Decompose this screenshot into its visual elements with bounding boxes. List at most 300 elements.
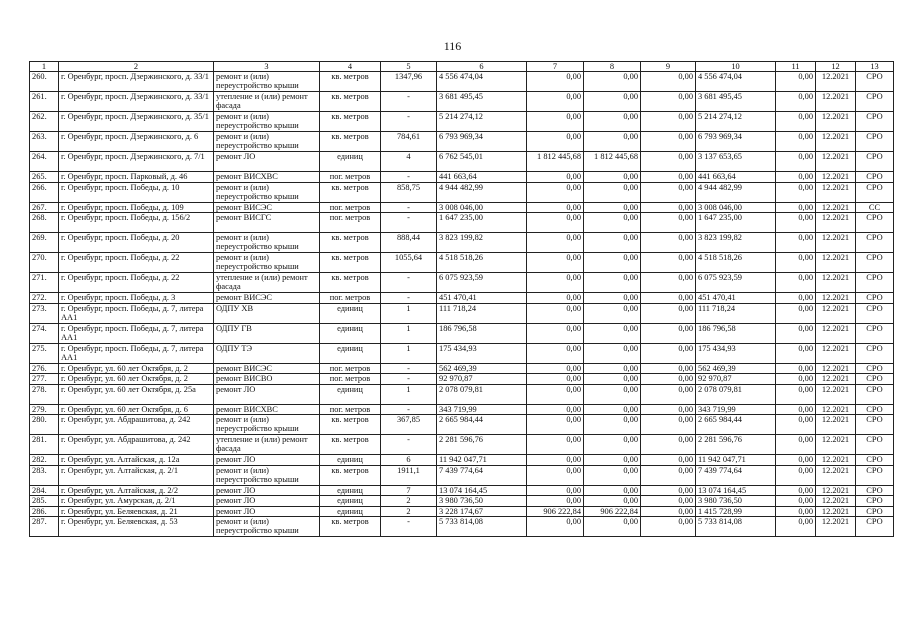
fund-cost-cell: 0,00	[527, 172, 584, 183]
owner-funds-cell: 11 942 047,71	[696, 455, 776, 466]
owner-funds-cell: 6 793 969,34	[696, 132, 776, 152]
column-header: 13	[856, 62, 894, 72]
work-type-cell: ремонт ВИСЭС	[214, 293, 320, 304]
work-type-cell: ремонт ВИСЭС	[214, 202, 320, 213]
completion-date-cell: 12.2021	[816, 404, 856, 415]
work-type-cell: ремонт ЛО	[214, 485, 320, 496]
completion-date-cell: 12.2021	[816, 233, 856, 253]
unit-cell: пог. метров	[320, 213, 381, 233]
owner-funds-cell: 562 469,39	[696, 363, 776, 374]
budget-cost-cell: 906 222,84	[584, 506, 641, 517]
unit-cell: единиц	[320, 496, 381, 507]
owner-funds-cell: 3 980 736,50	[696, 496, 776, 507]
total-cost-cell: 441 663,64	[437, 172, 527, 183]
total-cost-cell: 186 796,58	[437, 323, 527, 343]
completion-date-cell: 12.2021	[816, 323, 856, 343]
other-funds-cell: 0,00	[776, 496, 816, 507]
budget-cost-cell: 0,00	[584, 303, 641, 323]
other-funds-cell: 0,00	[776, 152, 816, 172]
work-type-cell: ремонт ВИСХВС	[214, 404, 320, 415]
other-funds-cell: 0,00	[776, 132, 816, 152]
unit-cell: единиц	[320, 323, 381, 343]
row-number-cell: 263.	[30, 132, 59, 152]
row-number-cell: 265.	[30, 172, 59, 183]
address-cell: г. Оренбург, ул. 60 лет Октября, д. 2	[59, 363, 214, 374]
work-type-cell: ремонт и (или) переустройство крыши	[214, 517, 320, 537]
budget-cost-cell: 0,00	[584, 273, 641, 293]
budget-cost-cell: 0,00	[584, 132, 641, 152]
local-budget-cell: 0,00	[641, 132, 696, 152]
row-number-cell: 280.	[30, 415, 59, 435]
owner-funds-cell: 3 137 653,65	[696, 152, 776, 172]
other-funds-cell: 0,00	[776, 293, 816, 304]
completion-date-cell: 12.2021	[816, 152, 856, 172]
unit-cell: кв. метров	[320, 233, 381, 253]
total-cost-cell: 3 681 495,45	[437, 92, 527, 112]
owner-funds-cell: 2 281 596,76	[696, 435, 776, 455]
total-cost-cell: 5 214 274,12	[437, 112, 527, 132]
completion-date-cell: 12.2021	[816, 132, 856, 152]
column-header: 3	[214, 62, 320, 72]
unit-cell: единиц	[320, 455, 381, 466]
unit-cell: кв. метров	[320, 92, 381, 112]
column-header: 8	[584, 62, 641, 72]
quantity-cell: 1	[381, 303, 437, 323]
work-type-cell: ремонт ВИСХВС	[214, 172, 320, 183]
total-cost-cell: 562 469,39	[437, 363, 527, 374]
local-budget-cell: 0,00	[641, 415, 696, 435]
other-funds-cell: 0,00	[776, 374, 816, 385]
local-budget-cell: 0,00	[641, 485, 696, 496]
work-type-cell: ОДПУ ТЭ	[214, 343, 320, 363]
column-header: 2	[59, 62, 214, 72]
fund-cost-cell: 0,00	[527, 485, 584, 496]
total-cost-cell: 451 470,41	[437, 293, 527, 304]
other-funds-cell: 0,00	[776, 517, 816, 537]
address-cell: г. Оренбург, просп. Дзержинского, д. 33/1	[59, 72, 214, 92]
table-row	[30, 72, 894, 92]
budget-cost-cell: 0,00	[584, 112, 641, 132]
completion-date-cell: 12.2021	[816, 303, 856, 323]
work-type-cell: утепление и (или) ремонт фасада	[214, 273, 320, 293]
column-header: 1	[30, 62, 59, 72]
fund-method-cell: СС	[856, 202, 894, 213]
fund-cost-cell: 0,00	[527, 435, 584, 455]
completion-date-cell: 12.2021	[816, 435, 856, 455]
work-type-cell: ремонт ВИСЭС	[214, 363, 320, 374]
quantity-cell: 2	[381, 496, 437, 507]
total-cost-cell: 175 434,93	[437, 343, 527, 363]
total-cost-cell: 4 556 474,04	[437, 72, 527, 92]
unit-cell: единиц	[320, 303, 381, 323]
row-number-cell: 273.	[30, 303, 59, 323]
budget-cost-cell: 0,00	[584, 455, 641, 466]
fund-cost-cell: 0,00	[527, 253, 584, 273]
budget-cost-cell: 0,00	[584, 363, 641, 374]
unit-cell: пог. метров	[320, 172, 381, 183]
work-type-cell: ОДПУ ГВ	[214, 323, 320, 343]
other-funds-cell: 0,00	[776, 213, 816, 233]
address-cell: г. Оренбург, просп. Дзержинского, д. 7/1	[59, 152, 214, 172]
fund-cost-cell: 0,00	[527, 112, 584, 132]
local-budget-cell: 0,00	[641, 253, 696, 273]
unit-cell: пог. метров	[320, 363, 381, 374]
address-cell: г. Оренбург, ул. 60 лет Октября, д. 6	[59, 404, 214, 415]
total-cost-cell: 343 719,99	[437, 404, 527, 415]
budget-cost-cell: 0,00	[584, 172, 641, 183]
total-cost-cell: 111 718,24	[437, 303, 527, 323]
page-number: 116	[443, 39, 462, 53]
quantity-cell: 367,85	[381, 415, 437, 435]
total-cost-cell: 5 733 814,08	[437, 517, 527, 537]
table-row	[30, 506, 894, 517]
unit-cell: пог. метров	[320, 202, 381, 213]
local-budget-cell: 0,00	[641, 404, 696, 415]
budget-cost-cell: 0,00	[584, 213, 641, 233]
fund-method-cell: СРО	[856, 303, 894, 323]
table-row	[30, 496, 894, 507]
table-row	[30, 485, 894, 496]
unit-cell: пог. метров	[320, 293, 381, 304]
fund-method-cell: СРО	[856, 506, 894, 517]
fund-method-cell: СРО	[856, 293, 894, 304]
address-cell: г. Оренбург, просп. Победы, д. 7, литера АА1	[59, 303, 214, 323]
quantity-cell: -	[381, 435, 437, 455]
owner-funds-cell: 4 556 474,04	[696, 72, 776, 92]
local-budget-cell: 0,00	[641, 233, 696, 253]
quantity-cell: 7	[381, 485, 437, 496]
column-header: 5	[381, 62, 437, 72]
column-header: 12	[816, 62, 856, 72]
quantity-cell: -	[381, 374, 437, 385]
owner-funds-cell: 5 214 274,12	[696, 112, 776, 132]
owner-funds-cell: 92 970,87	[696, 374, 776, 385]
unit-cell: кв. метров	[320, 517, 381, 537]
fund-method-cell: СРО	[856, 384, 894, 404]
table-row	[30, 202, 894, 213]
other-funds-cell: 0,00	[776, 455, 816, 466]
completion-date-cell: 12.2021	[816, 172, 856, 183]
total-cost-cell: 3 823 199,82	[437, 233, 527, 253]
work-type-cell: ремонт и (или) переустройство крыши	[214, 465, 320, 485]
budget-cost-cell: 0,00	[584, 415, 641, 435]
total-cost-cell: 11 942 047,71	[437, 455, 527, 466]
column-header: 7	[527, 62, 584, 72]
fund-method-cell: СРО	[856, 517, 894, 537]
owner-funds-cell: 3 823 199,82	[696, 233, 776, 253]
table-row	[30, 132, 894, 152]
quantity-cell: -	[381, 273, 437, 293]
owner-funds-cell: 2 078 079,81	[696, 384, 776, 404]
row-number-cell: 282.	[30, 455, 59, 466]
table-row	[30, 213, 894, 233]
total-cost-cell: 2 078 079,81	[437, 384, 527, 404]
budget-cost-cell: 0,00	[584, 323, 641, 343]
budget-cost-cell: 0,00	[584, 496, 641, 507]
fund-method-cell: СРО	[856, 172, 894, 183]
unit-cell: пог. метров	[320, 374, 381, 385]
other-funds-cell: 0,00	[776, 404, 816, 415]
row-number-cell: 264.	[30, 152, 59, 172]
owner-funds-cell: 1 647 235,00	[696, 213, 776, 233]
table-row	[30, 182, 894, 202]
fund-cost-cell: 0,00	[527, 273, 584, 293]
local-budget-cell: 0,00	[641, 293, 696, 304]
fund-method-cell: СРО	[856, 213, 894, 233]
other-funds-cell: 0,00	[776, 253, 816, 273]
fund-cost-cell: 0,00	[527, 132, 584, 152]
completion-date-cell: 12.2021	[816, 343, 856, 363]
fund-method-cell: СРО	[856, 92, 894, 112]
column-header: 10	[696, 62, 776, 72]
row-number-cell: 281.	[30, 435, 59, 455]
other-funds-cell: 0,00	[776, 465, 816, 485]
completion-date-cell: 12.2021	[816, 485, 856, 496]
capital-repair-table	[29, 61, 894, 537]
fund-cost-cell: 0,00	[527, 384, 584, 404]
fund-cost-cell: 0,00	[527, 182, 584, 202]
other-funds-cell: 0,00	[776, 343, 816, 363]
completion-date-cell: 12.2021	[816, 293, 856, 304]
completion-date-cell: 12.2021	[816, 363, 856, 374]
owner-funds-cell: 111 718,24	[696, 303, 776, 323]
local-budget-cell: 0,00	[641, 273, 696, 293]
fund-method-cell: СРО	[856, 343, 894, 363]
fund-cost-cell: 1 812 445,68	[527, 152, 584, 172]
unit-cell: единиц	[320, 485, 381, 496]
row-number-cell: 277.	[30, 374, 59, 385]
row-number-cell: 272.	[30, 293, 59, 304]
unit-cell: кв. метров	[320, 182, 381, 202]
row-number-cell: 260.	[30, 72, 59, 92]
other-funds-cell: 0,00	[776, 72, 816, 92]
address-cell: г. Оренбург, просп. Дзержинского, д. 35/1	[59, 112, 214, 132]
quantity-cell: -	[381, 172, 437, 183]
quantity-cell: 1	[381, 323, 437, 343]
completion-date-cell: 12.2021	[816, 374, 856, 385]
unit-cell: кв. метров	[320, 465, 381, 485]
table-row	[30, 435, 894, 455]
fund-method-cell: СРО	[856, 273, 894, 293]
local-budget-cell: 0,00	[641, 112, 696, 132]
work-type-cell: утепление и (или) ремонт фасада	[214, 92, 320, 112]
fund-method-cell: СРО	[856, 455, 894, 466]
table-row	[30, 152, 894, 172]
row-number-cell: 266.	[30, 182, 59, 202]
fund-method-cell: СРО	[856, 112, 894, 132]
total-cost-cell: 3 228 174,67	[437, 506, 527, 517]
address-cell: г. Оренбург, просп. Победы, д. 20	[59, 233, 214, 253]
fund-cost-cell: 0,00	[527, 233, 584, 253]
other-funds-cell: 0,00	[776, 233, 816, 253]
fund-method-cell: СРО	[856, 72, 894, 92]
quantity-cell: 888,44	[381, 233, 437, 253]
total-cost-cell: 13 074 164,45	[437, 485, 527, 496]
total-cost-cell: 2 281 596,76	[437, 435, 527, 455]
other-funds-cell: 0,00	[776, 303, 816, 323]
fund-method-cell: СРО	[856, 132, 894, 152]
total-cost-cell: 6 793 969,34	[437, 132, 527, 152]
work-type-cell: ремонт ЛО	[214, 506, 320, 517]
completion-date-cell: 12.2021	[816, 202, 856, 213]
fund-method-cell: СРО	[856, 435, 894, 455]
local-budget-cell: 0,00	[641, 152, 696, 172]
completion-date-cell: 12.2021	[816, 517, 856, 537]
owner-funds-cell: 451 470,41	[696, 293, 776, 304]
total-cost-cell: 1 647 235,00	[437, 213, 527, 233]
unit-cell: кв. метров	[320, 435, 381, 455]
address-cell: г. Оренбург, ул. Беляевская, д. 53	[59, 517, 214, 537]
work-type-cell: ремонт и (или) переустройство крыши	[214, 233, 320, 253]
budget-cost-cell: 0,00	[584, 72, 641, 92]
owner-funds-cell: 186 796,58	[696, 323, 776, 343]
address-cell: г. Оренбург, просп. Дзержинского, д. 33/1	[59, 92, 214, 112]
quantity-cell: 1	[381, 343, 437, 363]
fund-method-cell: СРО	[856, 152, 894, 172]
unit-cell: единиц	[320, 152, 381, 172]
owner-funds-cell: 1 415 728,99	[696, 506, 776, 517]
work-type-cell: ремонт ВИСВО	[214, 374, 320, 385]
table-row	[30, 343, 894, 363]
unit-cell: пог. метров	[320, 404, 381, 415]
owner-funds-cell: 4 944 482,99	[696, 182, 776, 202]
work-type-cell: ремонт и (или) переустройство крыши	[214, 72, 320, 92]
quantity-cell: 858,75	[381, 182, 437, 202]
total-cost-cell: 3 008 046,00	[437, 202, 527, 213]
local-budget-cell: 0,00	[641, 303, 696, 323]
owner-funds-cell: 441 663,64	[696, 172, 776, 183]
address-cell: г. Оренбург, ул. Абдрашитова, д. 242	[59, 415, 214, 435]
fund-cost-cell: 0,00	[527, 496, 584, 507]
total-cost-cell: 3 980 736,50	[437, 496, 527, 507]
column-header: 6	[437, 62, 527, 72]
fund-cost-cell: 0,00	[527, 92, 584, 112]
table-row	[30, 233, 894, 253]
work-type-cell: ремонт ЛО	[214, 384, 320, 404]
total-cost-cell: 7 439 774,64	[437, 465, 527, 485]
other-funds-cell: 0,00	[776, 363, 816, 374]
owner-funds-cell: 7 439 774,64	[696, 465, 776, 485]
other-funds-cell: 0,00	[776, 415, 816, 435]
fund-method-cell: СРО	[856, 415, 894, 435]
row-number-cell: 271.	[30, 273, 59, 293]
row-number-cell: 284.	[30, 485, 59, 496]
table-row	[30, 455, 894, 466]
local-budget-cell: 0,00	[641, 517, 696, 537]
local-budget-cell: 0,00	[641, 72, 696, 92]
work-type-cell: ремонт ВИСГС	[214, 213, 320, 233]
completion-date-cell: 12.2021	[816, 213, 856, 233]
quantity-cell: 4	[381, 152, 437, 172]
other-funds-cell: 0,00	[776, 435, 816, 455]
table-row	[30, 92, 894, 112]
local-budget-cell: 0,00	[641, 213, 696, 233]
row-number-cell: 283.	[30, 465, 59, 485]
budget-cost-cell: 0,00	[584, 384, 641, 404]
fund-cost-cell: 0,00	[527, 465, 584, 485]
fund-cost-cell: 0,00	[527, 213, 584, 233]
quantity-cell: -	[381, 92, 437, 112]
unit-cell: кв. метров	[320, 273, 381, 293]
total-cost-cell: 6 762 545,01	[437, 152, 527, 172]
quantity-cell: -	[381, 293, 437, 304]
work-type-cell: ОДПУ ХВ	[214, 303, 320, 323]
work-type-cell: ремонт ЛО	[214, 152, 320, 172]
owner-funds-cell: 343 719,99	[696, 404, 776, 415]
row-number-cell: 276.	[30, 363, 59, 374]
fund-method-cell: СРО	[856, 404, 894, 415]
local-budget-cell: 0,00	[641, 343, 696, 363]
fund-cost-cell: 0,00	[527, 374, 584, 385]
fund-cost-cell: 0,00	[527, 303, 584, 323]
owner-funds-cell: 2 665 984,44	[696, 415, 776, 435]
budget-cost-cell: 0,00	[584, 293, 641, 304]
owner-funds-cell: 5 733 814,08	[696, 517, 776, 537]
quantity-cell: 1055,64	[381, 253, 437, 273]
column-number-row	[30, 62, 894, 72]
fund-cost-cell: 0,00	[527, 415, 584, 435]
column-header: 9	[641, 62, 696, 72]
unit-cell: кв. метров	[320, 112, 381, 132]
table-row	[30, 172, 894, 183]
address-cell: г. Оренбург, ул. Алтайская, д. 2/2	[59, 485, 214, 496]
quantity-cell: 1	[381, 384, 437, 404]
table-row	[30, 363, 894, 374]
completion-date-cell: 12.2021	[816, 465, 856, 485]
budget-cost-cell: 0,00	[584, 253, 641, 273]
unit-cell: единиц	[320, 506, 381, 517]
quantity-cell: -	[381, 213, 437, 233]
fund-cost-cell: 0,00	[527, 293, 584, 304]
unit-cell: кв. метров	[320, 132, 381, 152]
fund-cost-cell: 0,00	[527, 323, 584, 343]
address-cell: г. Оренбург, просп. Победы, д. 7, литера АА1	[59, 343, 214, 363]
quantity-cell: -	[381, 517, 437, 537]
address-cell: г. Оренбург, ул. Алтайская, д. 2/1	[59, 465, 214, 485]
quantity-cell: 6	[381, 455, 437, 466]
completion-date-cell: 12.2021	[816, 496, 856, 507]
other-funds-cell: 0,00	[776, 112, 816, 132]
unit-cell: кв. метров	[320, 253, 381, 273]
budget-cost-cell: 0,00	[584, 233, 641, 253]
local-budget-cell: 0,00	[641, 455, 696, 466]
fund-method-cell: СРО	[856, 374, 894, 385]
fund-cost-cell: 0,00	[527, 202, 584, 213]
address-cell: г. Оренбург, просп. Парковый, д. 46	[59, 172, 214, 183]
completion-date-cell: 12.2021	[816, 112, 856, 132]
owner-funds-cell: 4 518 518,26	[696, 253, 776, 273]
address-cell: г. Оренбург, просп. Победы, д. 10	[59, 182, 214, 202]
fund-cost-cell: 0,00	[527, 517, 584, 537]
quantity-cell: 1347,96	[381, 72, 437, 92]
other-funds-cell: 0,00	[776, 182, 816, 202]
fund-method-cell: СРО	[856, 363, 894, 374]
work-type-cell: ремонт ЛО	[214, 455, 320, 466]
row-number-cell: 269.	[30, 233, 59, 253]
fund-cost-cell: 0,00	[527, 363, 584, 374]
fund-method-cell: СРО	[856, 323, 894, 343]
quantity-cell: -	[381, 202, 437, 213]
budget-cost-cell: 0,00	[584, 485, 641, 496]
local-budget-cell: 0,00	[641, 374, 696, 385]
other-funds-cell: 0,00	[776, 384, 816, 404]
row-number-cell: 287.	[30, 517, 59, 537]
local-budget-cell: 0,00	[641, 435, 696, 455]
table-row	[30, 384, 894, 404]
row-number-cell: 262.	[30, 112, 59, 132]
other-funds-cell: 0,00	[776, 92, 816, 112]
other-funds-cell: 0,00	[776, 485, 816, 496]
